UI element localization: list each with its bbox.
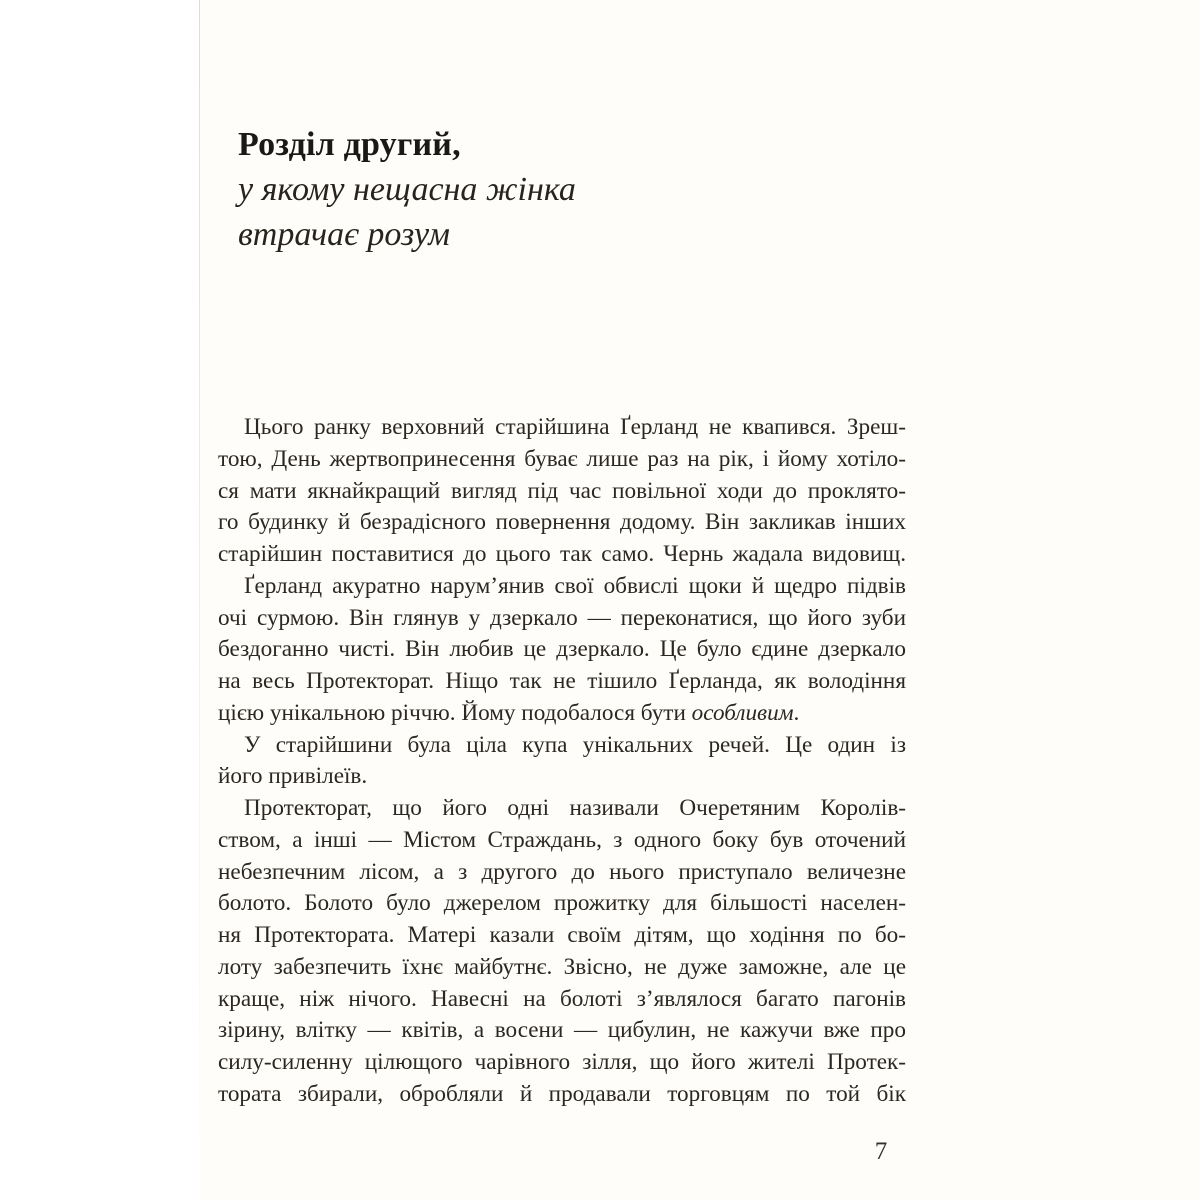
text-line xyxy=(218,857,906,889)
text-segment: Ґерланд акуратно нарум’янив свої обвислі щоки й щедро підвів xyxy=(244,572,906,599)
text-segment: краще, ніж нічого. Навесні на болоті з’являлося багато пагонів xyxy=(218,985,906,1012)
chapter-subtitle-line-1: у якому нещасна жінка xyxy=(238,171,576,208)
text-segment: лоту забезпечить їхнє майбутнє. Звісно, не дуже заможне, але це xyxy=(218,953,906,980)
text-segment: Цього ранку верховний старійшина Ґерланд не квапився. Зреш- xyxy=(244,414,906,440)
text-line xyxy=(218,920,906,952)
text-segment: . xyxy=(793,699,800,726)
text-segment: на весь Протекторат. Ніщо так не тішило Ґерланда, як володіння xyxy=(218,668,906,694)
text-segment: силу-силенну цілющого чарівного зілля, що його жителі Протек- xyxy=(218,1049,906,1075)
text-segment: бездоганно чисті. Він любив це дзеркало. Це було єдине дзеркало xyxy=(218,636,906,663)
chapter-heading xyxy=(238,122,878,257)
text-segment: цією унікальною річчю. Йому подобалося бути xyxy=(218,699,692,726)
text-segment: го будинку й безрадісного повернення додому. Він закликав інших xyxy=(218,509,906,536)
text-line xyxy=(218,698,906,730)
chapter-subtitle-line-2: втрачає розум xyxy=(238,216,450,253)
text-line xyxy=(218,444,906,476)
text-segment: небезпечним лісом, а з другого до нього приступало величезне xyxy=(218,858,906,885)
text-line xyxy=(218,1047,906,1079)
text-segment: зірину, влітку — квітів, а восени — цибулин, не кажучи вже про xyxy=(218,1017,906,1044)
text-line xyxy=(218,825,906,857)
page-number: 7 xyxy=(874,1138,888,1165)
text-line xyxy=(218,666,906,698)
text-line xyxy=(218,1015,906,1047)
text-line xyxy=(218,793,906,825)
text-line xyxy=(218,952,906,984)
text-segment: У старійшини була ціла купа унікальних речей. Це один із xyxy=(244,731,906,758)
text-segment: ня Протектората. Матері казали своїм дітям, що ходіння по бо- xyxy=(218,922,906,948)
text-line xyxy=(218,539,906,571)
chapter-title: Розділ другий, xyxy=(238,126,461,163)
page-edge-line xyxy=(199,0,200,1200)
text-line xyxy=(218,603,906,635)
text-segment: тою, День жертвопринесення буває лише раз на рік, і йому хотіло- xyxy=(218,445,906,472)
text-segment: ством, а інші — Містом Страждань, з одного боку був оточений xyxy=(218,826,906,853)
text-line xyxy=(218,1079,906,1111)
text-line xyxy=(218,571,906,603)
text-line xyxy=(218,984,906,1016)
text-segment: його привілеїв. xyxy=(218,763,368,790)
text-line xyxy=(218,412,906,444)
text-line xyxy=(218,888,906,920)
text-line xyxy=(218,730,906,762)
text-segment: ся мати якнайкращий вигляд під час повільної ходи до проклято- xyxy=(218,477,906,504)
text-segment: Протекторат, що його одні називали Очеретяним Королів- xyxy=(244,795,906,821)
text-segment: тората збирали, обробляли й продавали торговцям по той бік xyxy=(218,1080,906,1107)
text-line xyxy=(218,634,906,666)
text-line xyxy=(218,476,906,508)
text-segment: болото. Болото було джерелом прожитку для більшості населен- xyxy=(218,890,906,917)
text-line xyxy=(218,761,906,793)
text-segment: старійшин поставитися до цього так само. Чернь жадала видовищ. xyxy=(218,541,906,567)
emphasized-text: особливим xyxy=(691,699,794,726)
text-segment: очі сурмою. Він глянув у дзеркало — переконатися, що його зуби xyxy=(218,604,906,631)
body-text xyxy=(218,412,906,1111)
text-line xyxy=(218,507,906,539)
